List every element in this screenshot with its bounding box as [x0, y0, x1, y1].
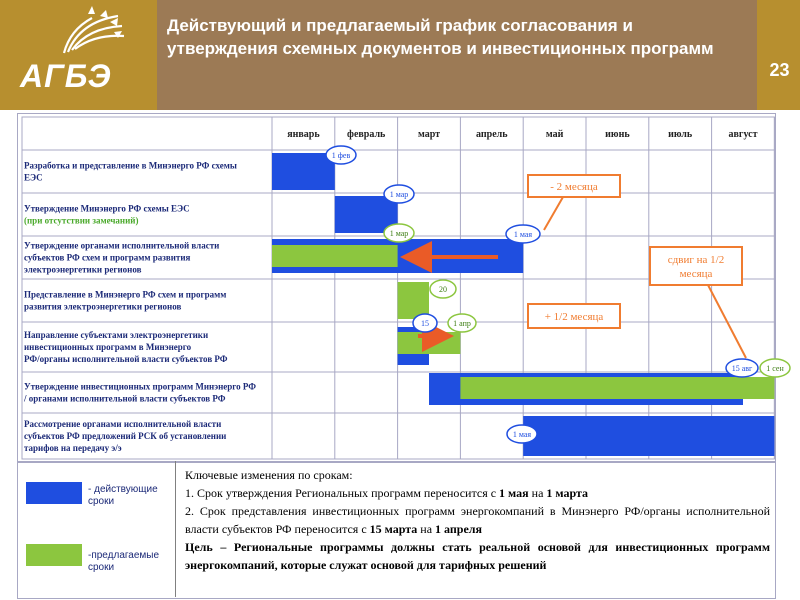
milestone-marker — [430, 280, 456, 298]
notes-item-2-from: 15 марта — [369, 522, 418, 536]
task-label: развития электроэнергетики регионов — [24, 301, 182, 312]
notes-item-1 — [185, 484, 770, 502]
task-label: Разработка и представление в Минэнерго РФ схемы — [24, 160, 237, 171]
milestone-marker — [760, 359, 790, 377]
callout-shift-half-month: сдвиг на 1/2 — [667, 254, 725, 266]
callout-pointer — [544, 197, 563, 230]
task-label: электроэнергетики регионов — [24, 264, 142, 275]
notes-item-1-from: 1 мая — [499, 486, 529, 500]
page-title: Действующий и предлагаемый график согласования и утверждения схемных документов и инвестиционных программ — [167, 16, 714, 58]
notes-item-2 — [185, 502, 770, 538]
page-number-panel — [759, 0, 800, 110]
notes-item-2-prefix: 2. Срок представления инвестиционных программ энергокомпаний в Минэнерго РФ/органы исполнительной власти субъектов РФ переносится с — [185, 504, 770, 536]
milestone-label: 1 фев — [331, 151, 351, 160]
month-label: январь — [287, 129, 320, 140]
month-label: март — [417, 129, 441, 140]
milestone-label: 1 апр — [453, 319, 471, 328]
notes-item-2-to: 1 апреля — [435, 522, 483, 536]
milestone-label: 1 мар — [389, 229, 409, 238]
logo-text: АГБЭ — [20, 58, 112, 94]
task-label: / органами исполнительной власти субъектов РФ — [24, 393, 226, 404]
title-panel — [157, 0, 757, 110]
callout-shift-half-month: месяца — [679, 268, 713, 280]
milestone-marker — [726, 359, 758, 377]
month-label: май — [545, 129, 564, 140]
legend-proposed-label: -предлагаемые сроки — [88, 550, 160, 573]
callout-plus-half-month: + 1/2 месяца — [544, 311, 604, 323]
page-number: 23 — [769, 60, 790, 80]
proposed-bar — [272, 245, 398, 267]
legend-proposed-swatch — [26, 544, 82, 566]
notes-goal: Цель – Региональные программы должны стать реальной основой для инвестиционных программ энергокомпаний, которые служат основой для тарифных решений — [185, 540, 770, 572]
milestone-marker — [507, 425, 537, 443]
milestone-label: 1 мая — [512, 430, 532, 439]
notes-item-1-to: 1 марта — [546, 486, 589, 500]
task-label: Направление субъектами электроэнергетики — [24, 330, 209, 340]
proposed-bar — [460, 377, 774, 399]
milestone-label: 20 — [439, 285, 447, 294]
task-label: Представление в Минэнерго РФ схем и программ — [24, 289, 227, 300]
callout-minus-2-months: - 2 месяца — [550, 181, 598, 193]
milestone-marker — [413, 314, 437, 332]
task-label: РФ/органы исполнительной власти субъектов РФ — [24, 354, 228, 364]
milestone-label: 15 авг — [731, 364, 753, 373]
current-bar — [272, 153, 335, 190]
task-label: тарифов на передачу э/э — [24, 443, 122, 453]
task-label: Утверждение инвестиционных программ Минэнерго РФ — [24, 381, 256, 392]
task-label: Рассмотрение органами исполнительной власти — [24, 419, 222, 429]
month-label: апрель — [476, 129, 508, 140]
task-label: инвестиционных программ в Минэнерго — [24, 342, 192, 352]
task-note: (при отсутствии замечаний) — [24, 215, 139, 226]
milestone-marker — [448, 314, 476, 332]
notes-item-1-mid: на — [528, 486, 547, 500]
notes-item-2-mid: на — [417, 522, 436, 536]
milestone-marker — [326, 146, 356, 164]
month-label: февраль — [347, 129, 386, 140]
milestone-marker — [384, 224, 414, 242]
header — [0, 0, 800, 110]
milestone-marker — [506, 225, 540, 243]
logo-panel — [0, 0, 155, 110]
milestone-marker — [384, 185, 414, 203]
task-label: субъектов РФ предложений РСК об установлении — [24, 431, 227, 441]
notes-panel — [175, 461, 773, 597]
task-label: Утверждение Минэнерго РФ схемы ЕЭС — [24, 203, 190, 214]
month-label: июнь — [605, 129, 630, 140]
task-label: Утверждение органами исполнительной власти — [24, 240, 220, 251]
logo-icon — [0, 0, 155, 60]
notes-item-1-prefix: 1. Срок утверждения Региональных программ переносится с — [185, 486, 500, 500]
current-bar — [523, 416, 774, 456]
gantt-svg — [18, 114, 784, 462]
legend-current-swatch — [26, 482, 82, 504]
gantt-chart — [17, 113, 784, 463]
milestone-label: 1 мая — [513, 230, 533, 239]
milestone-label: 15 — [421, 319, 429, 328]
milestone-label: 1 сен — [766, 364, 784, 373]
month-label: июль — [668, 129, 693, 140]
task-label: ЕЭС — [24, 172, 43, 183]
notes-heading: Ключевые изменения по срокам: — [185, 468, 353, 482]
month-label: август — [728, 129, 758, 140]
milestone-label: 1 мар — [389, 190, 409, 199]
task-label: субъектов РФ схем и программ развития — [24, 252, 191, 263]
legend-current-label: - действующие сроки — [88, 484, 158, 507]
